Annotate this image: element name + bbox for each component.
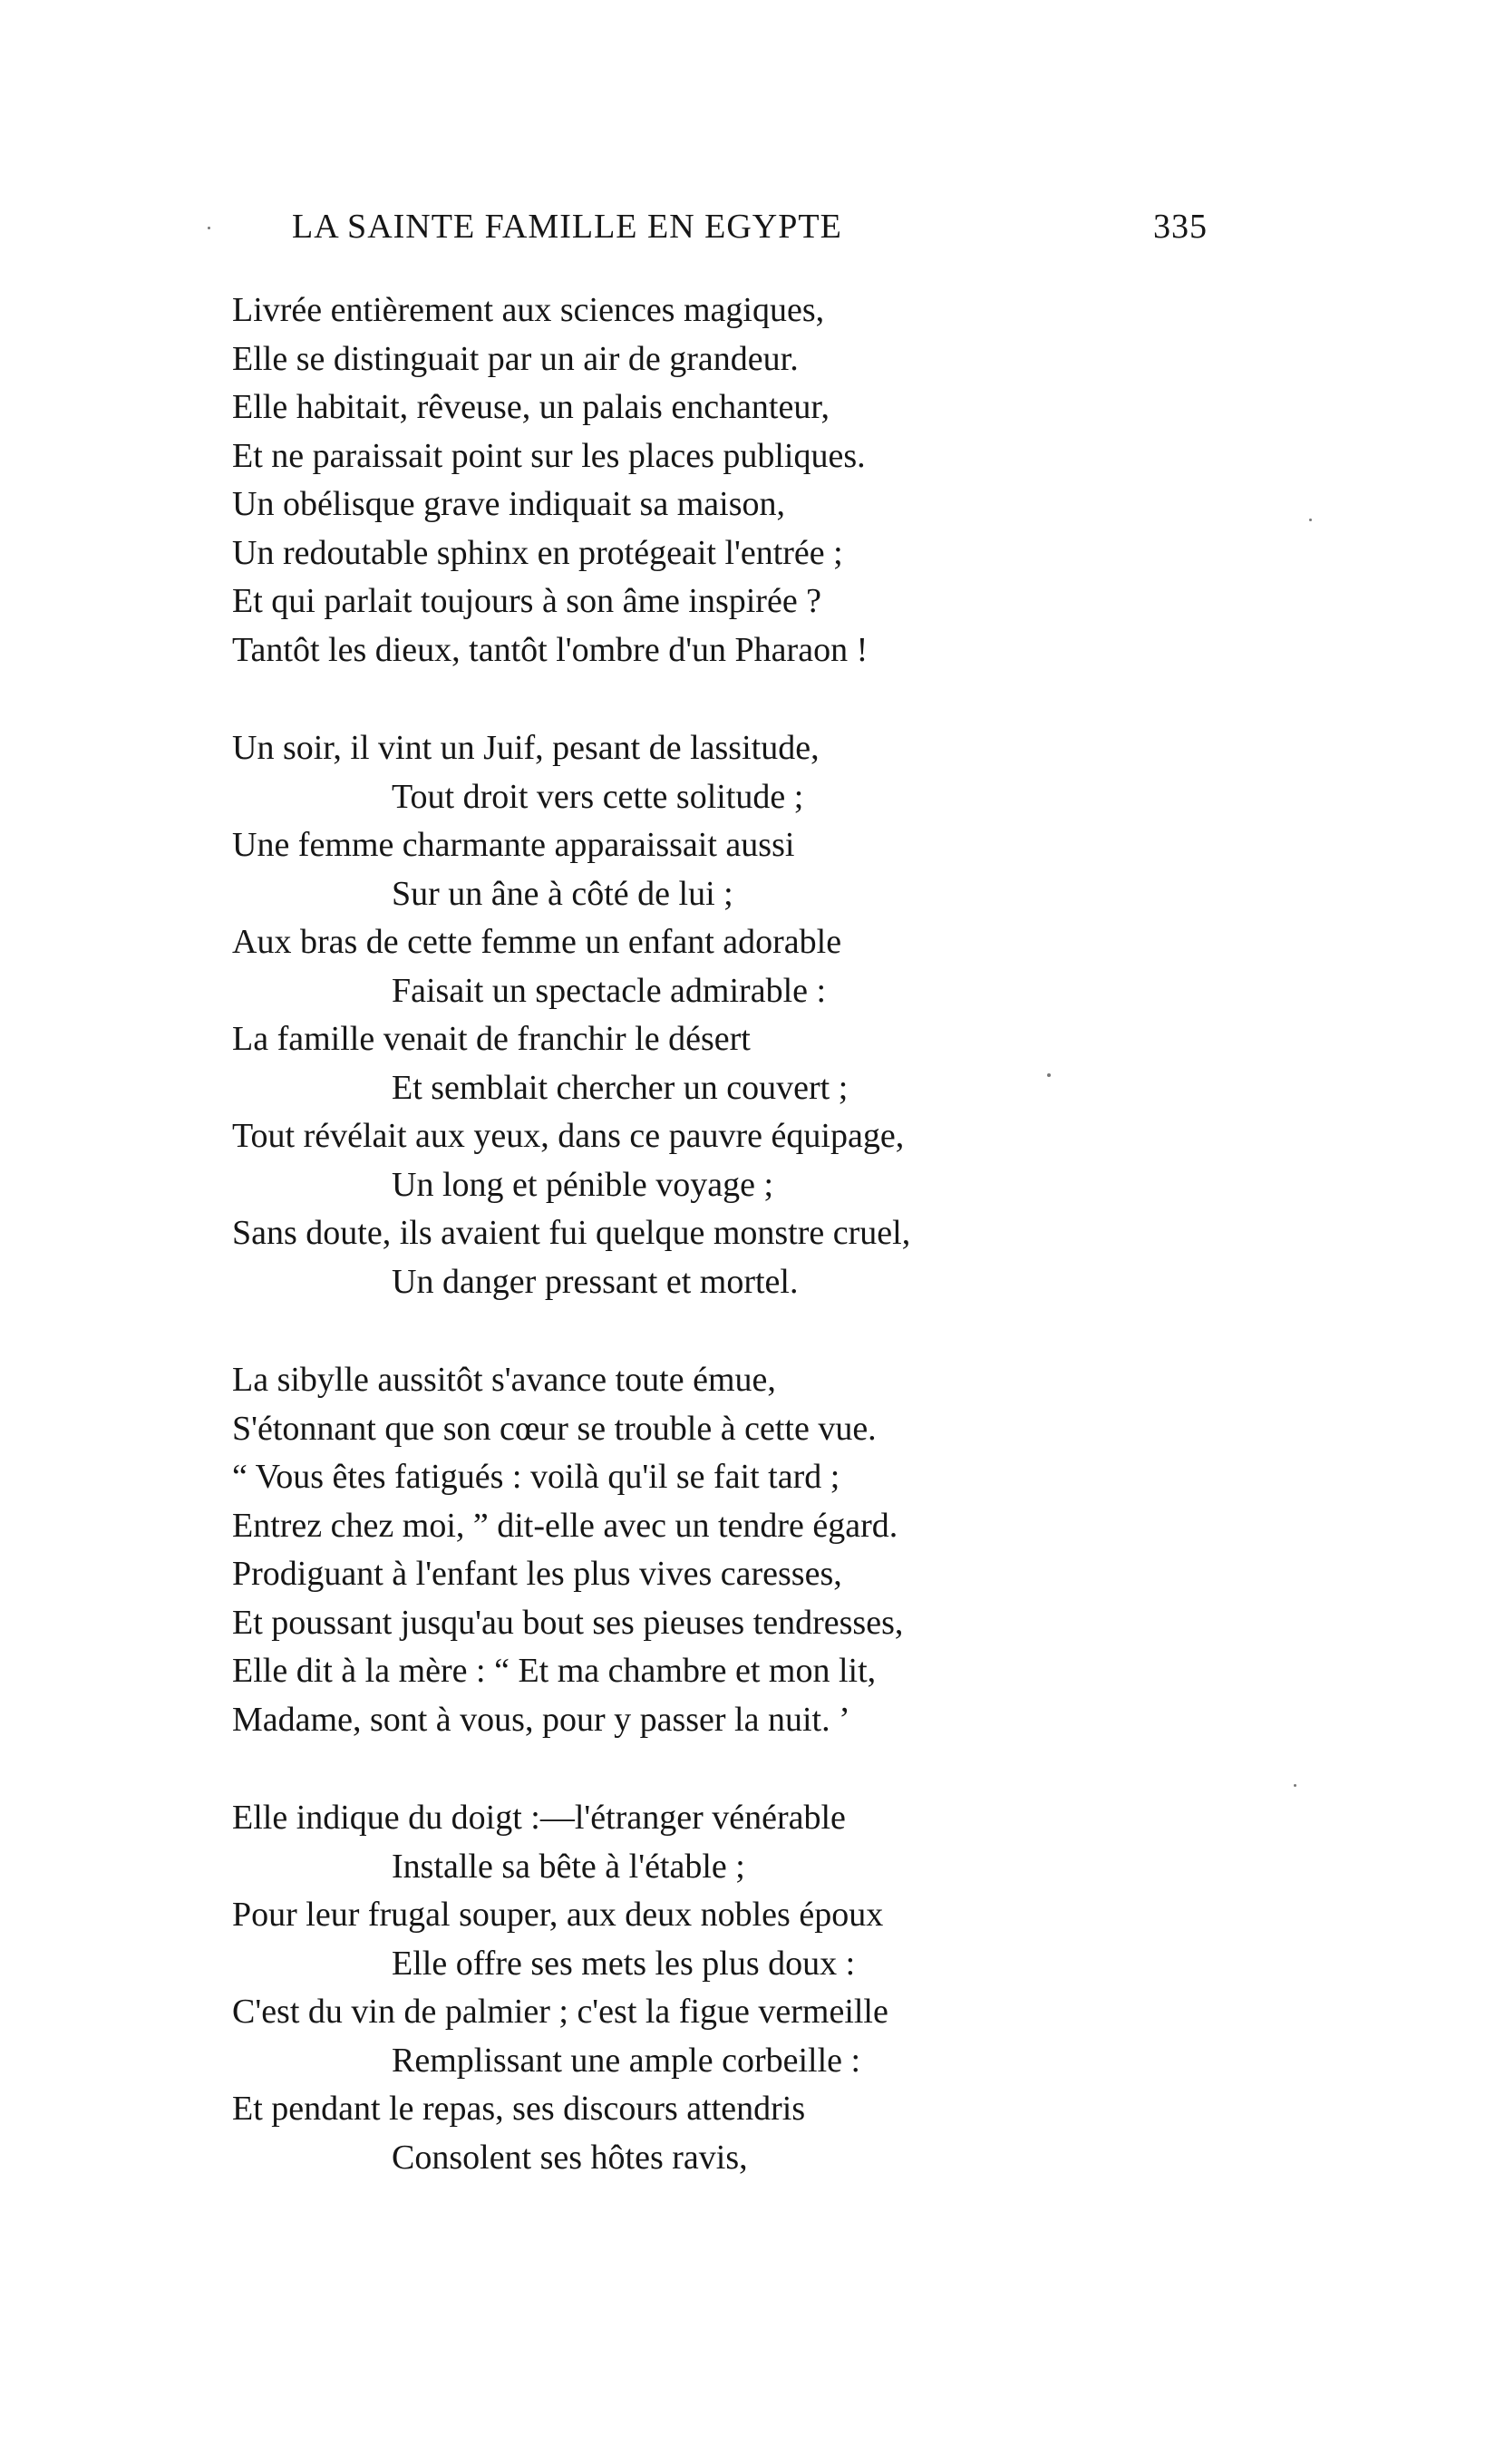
verse-line: Installe sa bête à l'étable ; — [392, 1847, 745, 1886]
verse-line: “ Vous êtes fatigués : voilà qu'il se fait tard ; — [232, 1458, 840, 1496]
verse-line: Un obélisque grave indiquait sa maison, — [232, 485, 785, 523]
verse-line: Un soir, il vint un Juif, pesant de lassitude, — [232, 729, 820, 767]
verse-line: Sans doute, ils avaient fui quelque monstre cruel, — [232, 1214, 911, 1252]
verse-line: Remplissant une ample corbeille : — [392, 2041, 861, 2080]
scan-speck — [1047, 1073, 1051, 1077]
verse-line: Elle offre ses mets les plus doux : — [392, 1944, 856, 1983]
verse-line: Tout droit vers cette solitude ; — [392, 777, 804, 816]
verse-line: Elle se distinguait par un air de grandeur. — [232, 339, 799, 378]
verse-line: Pour leur frugal souper, aux deux nobles époux — [232, 1896, 884, 1934]
page-number: 335 — [1153, 208, 1208, 246]
verse-line: S'étonnant que son cœur se trouble à cette vue. — [232, 1409, 877, 1448]
verse-line: Une femme charmante apparaissait aussi — [232, 826, 795, 864]
running-title: LA SAINTE FAMILLE EN EGYPTE — [292, 208, 842, 246]
running-header — [292, 203, 1208, 250]
verse-line: Sur un âne à côté de lui ; — [392, 874, 733, 913]
poem-body — [232, 286, 1175, 2232]
verse-line: Prodiguant à l'enfant les plus vives caresses, — [232, 1555, 842, 1593]
scan-speck — [208, 227, 210, 229]
verse-line: Elle indique du doigt :—l'étranger vénérable — [232, 1799, 846, 1837]
verse-line: Et pendant le repas, ses discours attendris — [232, 2090, 806, 2128]
verse-line: Et qui parlait toujours à son âme inspirée ? — [232, 582, 822, 620]
verse-line: Un danger pressant et mortel. — [392, 1262, 799, 1301]
verse-line: La sibylle aussitôt s'avance toute émue, — [232, 1361, 776, 1399]
verse-line: Un redoutable sphinx en protégeait l'entrée ; — [232, 533, 843, 572]
verse-line: Livrée entièrement aux sciences magiques, — [232, 291, 825, 329]
stanza — [232, 1356, 1175, 1744]
verse-line: Entrez chez moi, ” dit-elle avec un tendre égard. — [232, 1506, 898, 1545]
verse-line: Un long et pénible voyage ; — [392, 1165, 774, 1204]
verse-line: Tout révélait aux yeux, dans ce pauvre équipage, — [232, 1117, 905, 1155]
verse-line: C'est du vin de palmier ; c'est la figue vermeille — [232, 1993, 888, 2031]
verse-line: Et poussant jusqu'au bout ses pieuses tendresses, — [232, 1603, 904, 1642]
scan-speck — [1309, 519, 1312, 521]
verse-line: Tantôt les dieux, tantôt l'ombre d'un Pharaon ! — [232, 630, 869, 669]
verse-line: Elle dit à la mère : “ Et ma chambre et mon lit, — [232, 1652, 877, 1690]
verse-line: Aux bras de cette femme un enfant adorable — [232, 923, 842, 961]
verse-line: Et semblait chercher un couvert ; — [392, 1068, 849, 1107]
verse-line: Faisait un spectacle admirable : — [392, 971, 827, 1010]
stanza — [232, 724, 1175, 1306]
stanza — [232, 1794, 1175, 2182]
scan-speck — [1294, 1784, 1296, 1787]
verse-line: Et ne paraissait point sur les places publiques. — [232, 436, 866, 475]
verse-line: Consolent ses hôtes ravis, — [392, 2138, 748, 2177]
verse-line: La famille venait de franchir le désert — [232, 1020, 751, 1058]
verse-line: Madame, sont à vous, pour y passer la nuit. ’ — [232, 1700, 850, 1739]
verse-line: Elle habitait, rêveuse, un palais enchanteur, — [232, 388, 830, 426]
stanza — [232, 286, 1175, 674]
